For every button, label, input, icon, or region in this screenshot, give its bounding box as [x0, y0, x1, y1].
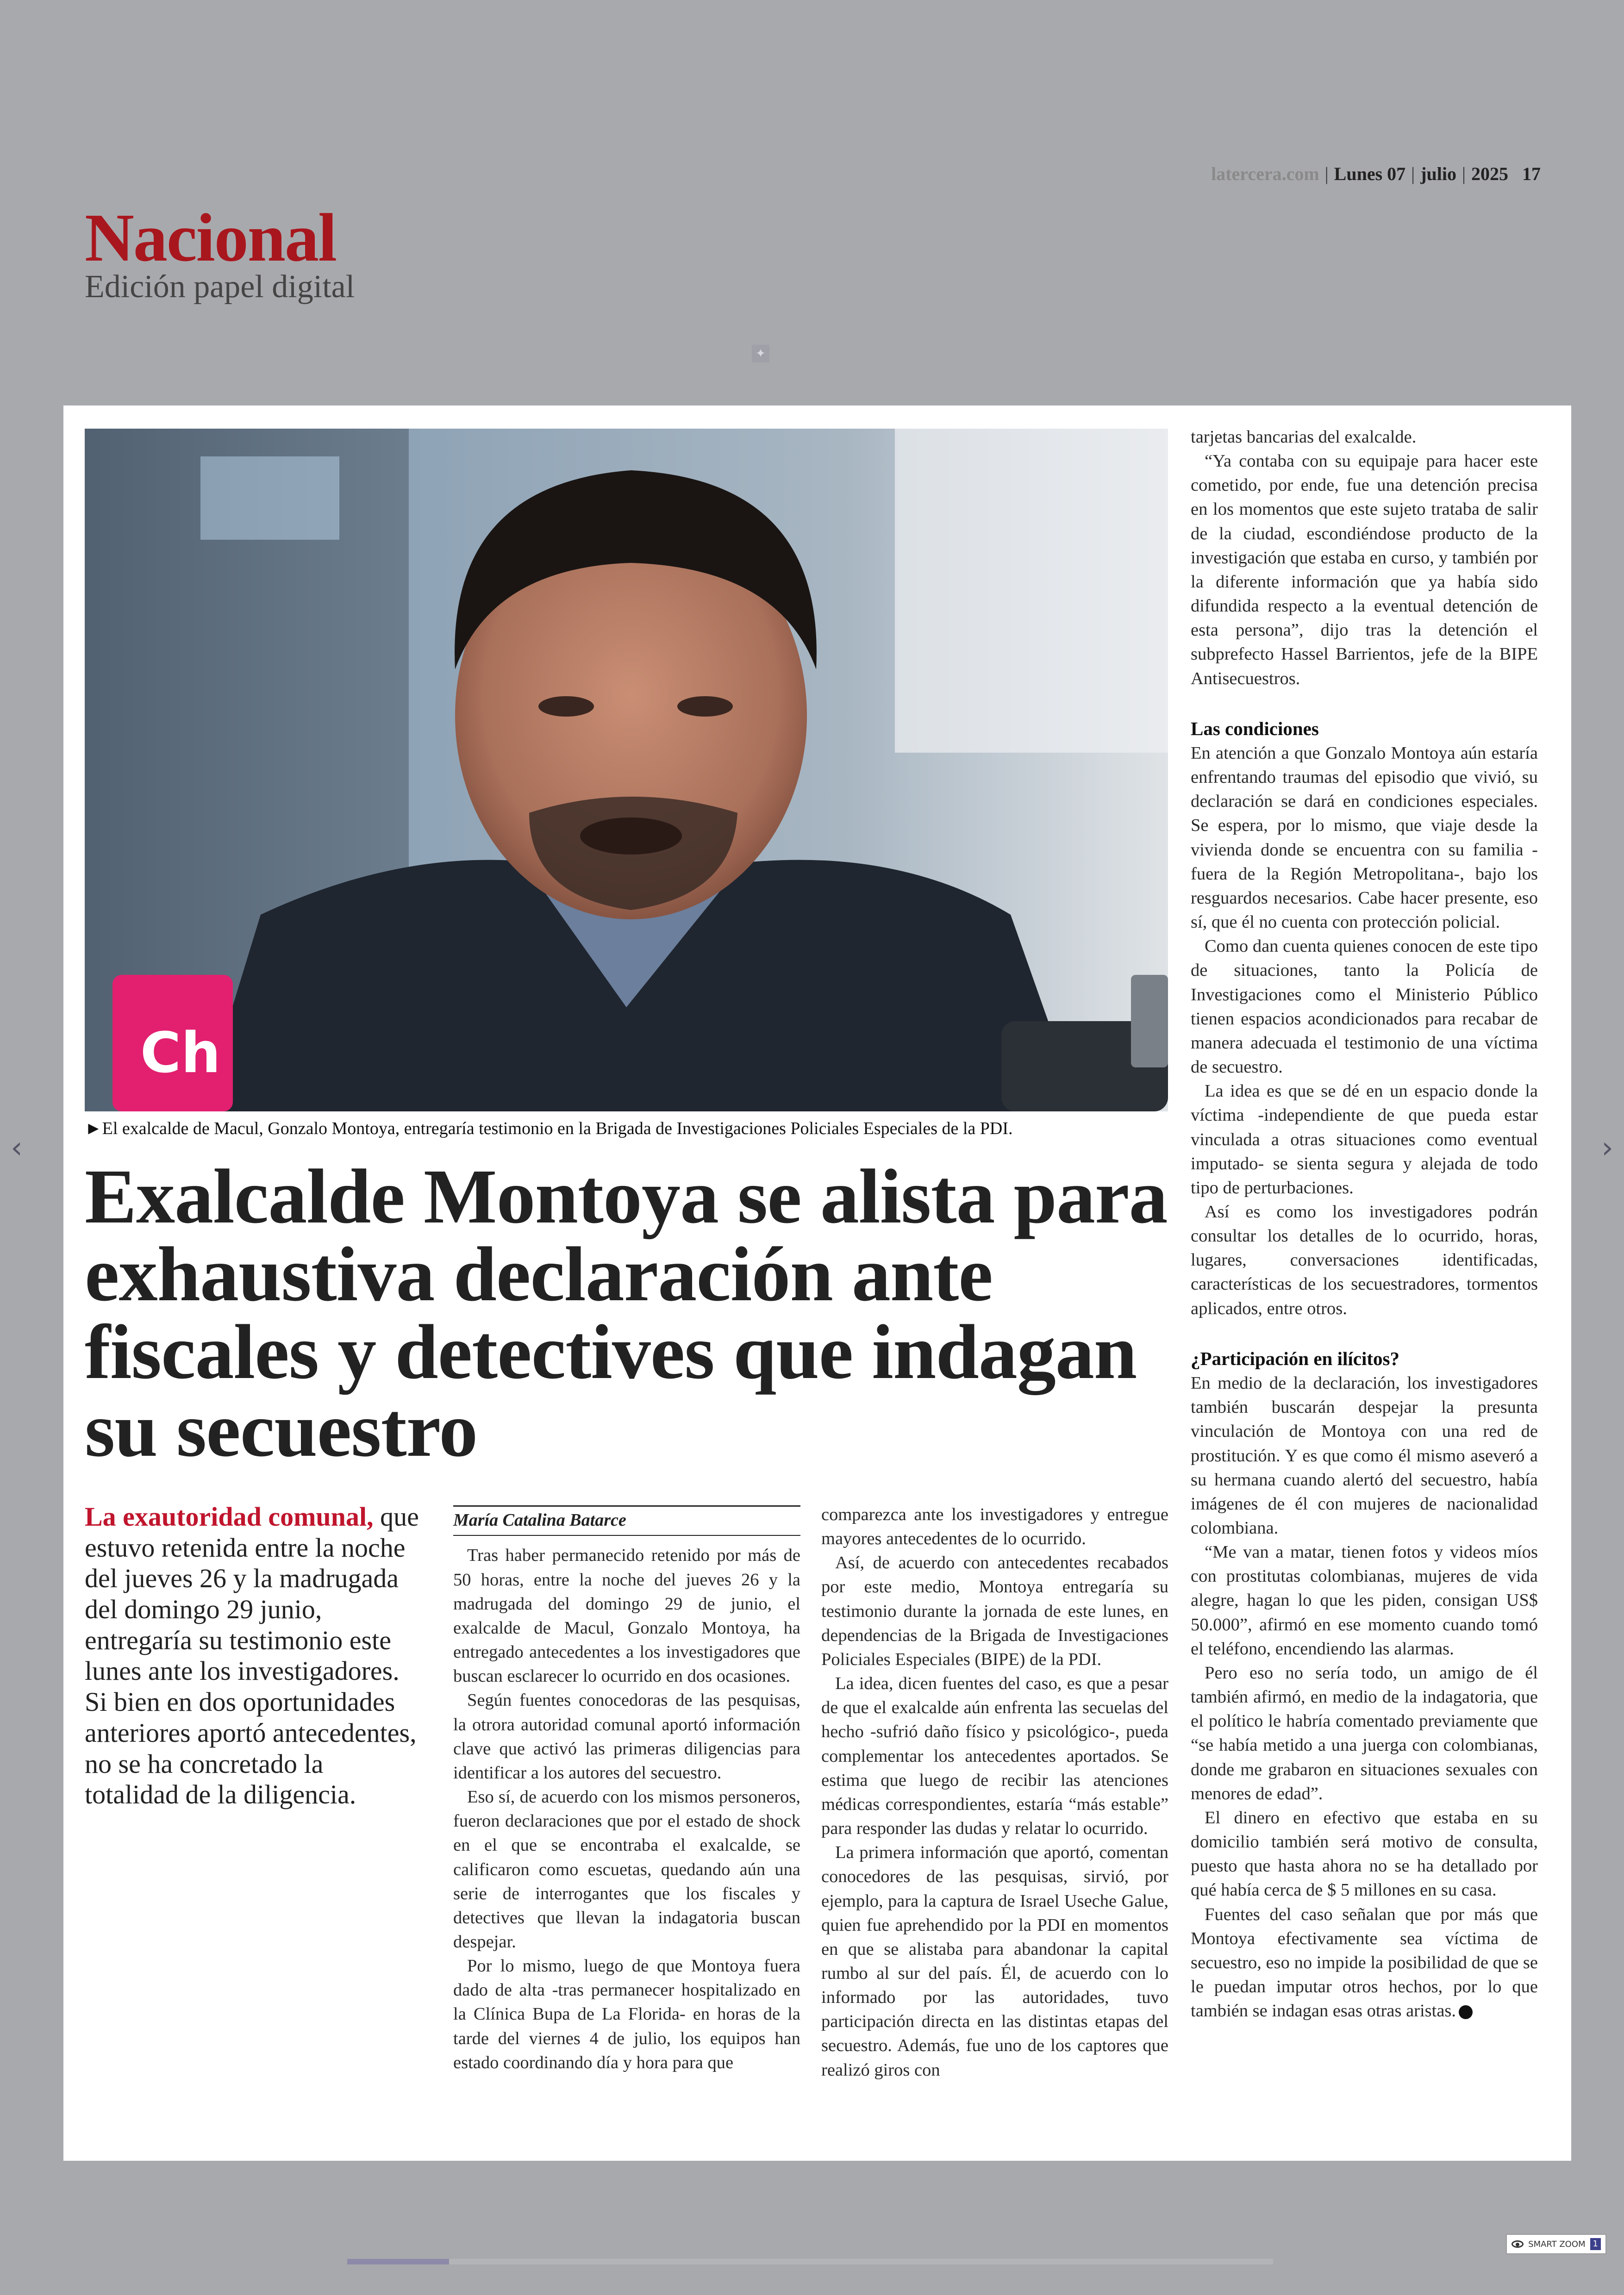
chevron-left-icon[interactable]: ‹: [11, 1131, 23, 1165]
paragraph: Por lo mismo, luego de que Montoya fuera dado de alta -tras permanecer hospitalizado en la Clínica Bupa de La Florida- en horas de la tarde del viernes 4 de julio, los equipos han estado coordinando día y hora para que: [453, 1956, 800, 2072]
paragraph: El dinero en efectivo que estaba en su domicilio también será motivo de consulta, puesto que hasta ahora no se ha detallado por qué había cerca de $ 5 millones en su casa.: [1191, 1808, 1538, 1900]
byline: María Catalina Batarce: [453, 1505, 800, 1536]
section-subtitle: Edición papel digital: [85, 269, 355, 305]
article-column-2: [821, 1503, 1168, 2082]
paragraph: “Me van a matar, tienen fotos y videos míos con prostitutas colombianas, mujeres de vida alegre, hagan lo que les piden, consigan US$ 50.000”, afirmó en ese momento cuando tomó el teléfono, encendiendo las alarmas.: [1191, 1542, 1538, 1659]
article-lede: [85, 1502, 423, 1810]
portrait-illustration: [85, 429, 1168, 1111]
paragraph: Así, de acuerdo con antecedentes recabados por este medio, Montoya entregaría su testimonio durante la jornada de este lunes, en dependencias de la Brigada de Investigaciones Policiales Especiales (BIPE) de la PDI.: [821, 1553, 1168, 1669]
paragraph: Así es como los investigadores podrán consultar los detalles de lo ocurrido, horas, lugares, conversaciones identificadas, características de los secuestradores, tormentos aplicados, entre otros.: [1191, 1202, 1538, 1318]
article-column-1: [453, 1505, 800, 2075]
issue-month: julio: [1420, 163, 1456, 184]
paragraph: comparezca ante los investigadores y entregue mayores antecedentes de lo ocurrido.: [821, 1505, 1168, 1549]
paragraph: La idea es que se dé en un espacio donde la víctima -independiente de que pueda estar vinculada a otras situaciones como eventual imputado- se sienta segura y alejada de todo tipo de perturbaciones.: [1191, 1081, 1538, 1197]
section-title: Nacional: [85, 200, 337, 276]
paragraph: Como dan cuenta quienes conocen de este tipo de situaciones, tanto la Policía de Investigaciones como el Ministerio Público tienen espacios acondicionados para recabar de manera adecuada el testimonio de una víctima de secuestro.: [1191, 936, 1538, 1077]
smart-zoom-button[interactable]: [1506, 2234, 1606, 2254]
page-progress-bar[interactable]: [347, 2259, 1273, 2264]
paragraph: Según fuentes conocedoras de las pesquisas, la otrora autoridad comunal aportó información clave que activó las primeras diligencias para identificar a los autores del secuestro.: [453, 1690, 800, 1783]
paragraph-final: [1191, 1902, 1538, 2023]
paragraph: Eso sí, de acuerdo con los mismos personeros, fueron declaraciones que por el estado de shock en el que se encontraba el exalcalde, se calificaron como escuetas, quedando aún una serie de interrogantes que los fiscales y detectives que llevan la indagatoria buscan despejar.: [453, 1787, 800, 1952]
paragraph: Pero eso no sería todo, un amigo de él también afirmó, en medio de la indagatoria, que el político le habría comentado previamente que “se había metido a una juerga con colombianas, donde me grabaron en situaciones sexuales con menores de edad”.: [1191, 1663, 1538, 1803]
paragraph: En atención a que Gonzalo Montoya aún estaría enfrentando traumas del episodio que vivió, su declaración se dará en condiciones especiales. Se espera, por lo mismo, que viaje desde la vivienda donde se encuentra con su familia -fuera de la Región Metropolitana-, bajo los resguardos necesarios. Cabe hacer presente, eso sí, que él no cuenta con protección policial.: [1191, 743, 1538, 932]
paragraph: La idea, dicen fuentes del caso, es que a pesar de que el exalcalde aún enfrenta las secuelas del hecho -sufrió daño físico y psicológico-, pueda complementar los antecedentes aportados. Se estima que luego de recibir las atenciones médicas correspondientes, estaría “más estable” para responder las dudas y relatar lo ocurrido.: [821, 1674, 1168, 1839]
chevron-right-icon[interactable]: ›: [1601, 1131, 1613, 1165]
site-name: latercera.com: [1211, 163, 1319, 184]
paragraph: tarjetas bancarias del exalcalde.: [1191, 427, 1417, 447]
page-header-line: latercera.com | Lunes 07 | julio | 2025 17: [1211, 163, 1541, 184]
end-mark-icon: [1459, 2005, 1473, 2019]
article-column-3: [1191, 425, 1538, 2023]
subheading-condiciones: Las condiciones: [1191, 717, 1319, 739]
page-number: 17: [1522, 163, 1541, 184]
paragraph: La primera información que aportó, comentan conocedores de las pesquisas, sirvió, por ejemplo, para la captura de Israel Useche Galue, quien fue aprehendido por la PDI en momentos en que se alistaba para abandonar la capital rumbo al sur del país. Él, de acuerdo con lo informado por las autoridades, tuvo participación directa en las distintas etapas del secuestro. Además, fue uno de los captores que realizó giros con: [821, 1843, 1168, 2080]
final-text: Fuentes del caso señalan que por más que Montoya efectivamente sea víctima de secuestro, eso no impide la posibilidad de que se le puedan imputar otros hechos, por lo que también se indagan esas otras aristas.: [1191, 1904, 1538, 2021]
article-headline: Exalcalde Montoya se alista para exhaustiva declaración ante fiscales y detectives que indagan su secuestro: [85, 1154, 1168, 1473]
paragraph: “Ya contaba con su equipaje para hacer este cometido, por ende, fue una detención precisa en los momentos que este sujeto trataba de salir de la ciudad, escondiéndose producto de la investigación que estaba en curso, y también por la diferente información que ya había sido difundida respecto a la eventual detención de esta persona”, dijo tras la detención el subprefecto Hassel Barrientos, jefe de la BIPE Antisecuestros.: [1191, 451, 1538, 688]
issue-day: Lunes 07: [1334, 163, 1406, 184]
svg-text:Ch: Ch: [140, 1021, 221, 1085]
issue-year: 2025: [1471, 163, 1508, 184]
progress-fill: [347, 2259, 449, 2264]
lede-text: que estuvo retenida entre la noche del jueves 26 y la madrugada del domingo 29 junio, entregaría su testimonio este lunes ante los investigadores. Si bien en dos oportunidades anteriores aportó antecedentes, no se ha concretado la totalidad de la diligencia.: [85, 1502, 419, 1810]
sparkle-icon[interactable]: ✦: [752, 345, 769, 362]
article-photo: [85, 429, 1168, 1111]
paragraph: En medio de la declaración, los investigadores también buscarán despejar la presunta vinculación de Montoya con una red de prostitución. Y es que como él mismo aseveró a su hermana cuando alertó del secuestro, había imágenes de él con mujeres de nacionalidad colombiana.: [1191, 1373, 1538, 1538]
zoom-level-badge: 1: [1590, 2238, 1601, 2250]
lede-lead: La exautoridad comunal,: [85, 1502, 374, 1532]
subheading-ilicitos: ¿Participación en ilícitos?: [1191, 1347, 1399, 1369]
smart-zoom-label: SMART ZOOM: [1528, 2239, 1586, 2249]
eye-icon: [1512, 2240, 1524, 2248]
newspaper-page: [63, 405, 1571, 2161]
photo-caption: ►El exalcalde de Macul, Gonzalo Montoya, entregaría testimonio en la Brigada de Investigaciones Policiales Especiales de la PDI.: [85, 1119, 1013, 1138]
paragraph: Tras haber permanecido retenido por más de 50 horas, entre la noche del jueves 26 y la madrugada del domingo 29 de junio, el exalcalde de Macul, Gonzalo Montoya, ha entregado antecedentes a los investigadores que buscan esclarecer lo ocurrido en dos ocasiones.: [453, 1546, 800, 1686]
